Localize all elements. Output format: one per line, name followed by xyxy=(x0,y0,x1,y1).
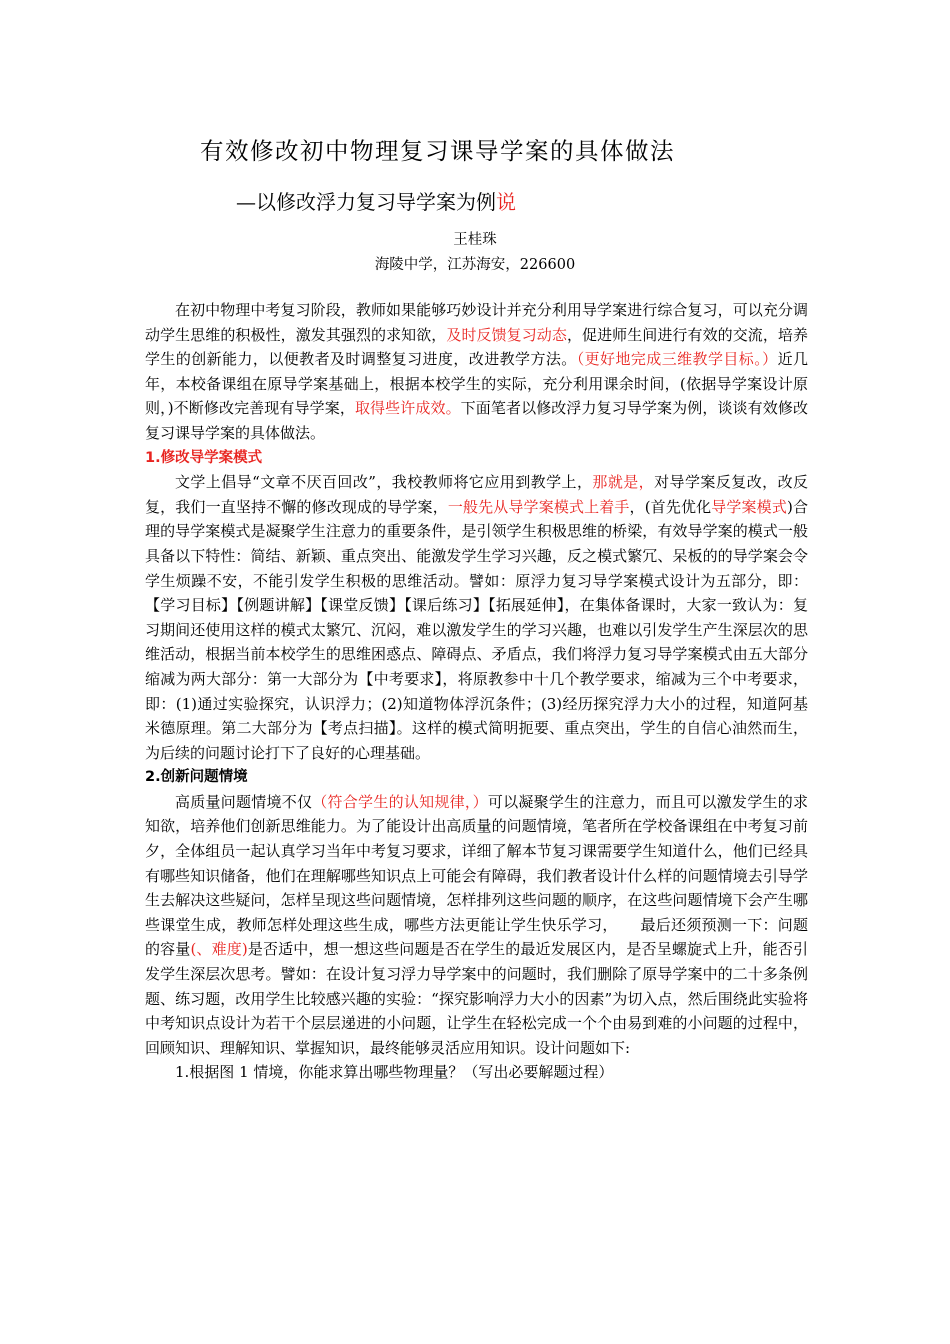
section-1-text-4: )合理的导学案模式是凝聚学生注意力的重要条件，是引领学生积极思维的桥梁，有效导学案的模式一般具备以下特性：简结、新颖、重点突出、能激发学生学习兴趣，反之模式繁冗、呆板的的导学案会令学生烦躁不安，不能引发学生积极的思维活动。譬如：原浮力复习导学案模式设计为五部分，即：【学习目标】【例题讲解】【课堂反馈】【课后练习】【拓展延伸】，在集体备课时，大家一致认为：复习期间还使用这样的模式太繁冗、沉闷，难以激发学生的学习兴趣，也难以引发学生产生深层次的思维活动，根据当前本校学生的思维困惑点、障碍点、矛盾点，我们将浮力复习导学案模式由五大部分缩减为两大部分：第一大部分为【中考要求】，将原教参中十几个教学要求，缩减为三个中考要求，即：(1)通过实验探究，认识浮力；(2)知道物体浮沉条件；(3)经历探究浮力大小的过程，知道阿基米德原理。第二大部分为【考点扫描】。这样的模式简明扼要、重点突出，学生的自信心油然而生，为后续的问题讨论打下了良好的心理基础。 xyxy=(145,497,808,762)
section-2-text-1: 高质量问题情境不仅 xyxy=(175,792,313,811)
intro-text-1: 在初中物理中考复习阶段，教师如果能够巧妙设计并充分利用导学案进行综合复习，可以充分调动学生思维的积极性，激发其强烈的求知欲， xyxy=(145,301,808,344)
section-2-paragraph xyxy=(145,790,808,1061)
document-title: 有效修改初中物理复习课导学案的具体做法 xyxy=(200,137,675,165)
intro-annotation-1: 及时反馈复习动态 xyxy=(446,325,567,344)
subtitle-text: —以修改浮力复习导学案为例 xyxy=(236,190,496,214)
section-1-paragraph xyxy=(145,470,808,765)
section-1-text-2: 对导学案反复改，改反复，我们一直坚持不懈的修改现成的导学案， xyxy=(145,473,808,516)
section-1-annotation-1: 那就是， xyxy=(592,473,655,492)
section-1-annotation-2: 一般先从导学案模式上着手 xyxy=(447,497,630,516)
subtitle-annotation: 说 xyxy=(496,190,516,214)
section-2-text-3: 是否适中，想一想这些问题是否在学生的最近发展区内，是否呈螺旋式上升，能否引发学生深层次思考。譬如：在设计复习浮力导学案中的问题时，我们删除了原导学案中的二十多条例题、练习题，改用学生比较感兴趣的实验：“探究影响浮力大小的因素”为切入点，然后围绕此实验将中考知识点设计为若干个层层递进的小问题，让学生在轻松完成一个个由易到难的小问题的过程中，回顾知识、理解知识、掌握知识，最终能够灵活应用知识。设计问题如下: xyxy=(145,940,808,1057)
section-1-heading: 1.修改导学案模式 xyxy=(145,449,263,466)
author-affiliation: 海陵中学，江苏海安，226600 xyxy=(374,257,576,273)
intro-annotation-3: 取得些许成效。 xyxy=(354,399,461,418)
section-2-heading: 2.创新问题情境 xyxy=(145,769,248,786)
section-1-annotation-3: 导学案模式 xyxy=(711,497,787,516)
section-2-annotation-1: （符合学生的认知规律，） xyxy=(312,792,488,811)
intro-paragraph xyxy=(145,298,808,446)
document-body xyxy=(145,298,808,1085)
section-2-annotation-2: (、难度) xyxy=(190,940,248,959)
document-subtitle xyxy=(236,186,516,215)
intro-annotation-2: （更好地完成三维教学目标。） xyxy=(576,350,778,369)
intro-text-4: 下面笔者以修改浮力复习导学案为例，谈谈有效修改复习课导学案的具体做法。 xyxy=(145,399,808,442)
section-1-text-1: 文学上倡导“文章不厌百回改”，我校教师将它应用到教学上， xyxy=(175,473,593,492)
question-1: 1.根据图 1 情境，你能求算出哪些物理量？（写出必要解题过程） xyxy=(175,1063,614,1082)
section-2-text-2: 可以凝聚学生的注意力，而且可以激发学生的求知欲，培养他们创新思维能力。为了能设计出高质量的问题情境，笔者所在学校备课组在中考复习前夕，全体组员一起认真学习当年中考复习要求，详细了解本节复习课需要学生知道什么，他们已经具有哪些知识储备，他们在理解哪些知识点上可能会有障碍，我们教者设计什么样的问题情境去引导学生去解决这些疑问，怎样呈现这些问题情境，怎样排列这些问题的顺序，在这些问题情境下会产生哪些课堂生成，教师怎样处理这些生成，哪些方法更能让学生快乐学习， 最后还须预测一下：问题的容量 xyxy=(145,792,808,959)
intro-text-3: 近几年，本校备课组在原导学案基础上，根据本校学生的实际，充分利用课余时间，(依据导学案设计原则，)不断修改完善现有导学案， xyxy=(145,350,808,418)
section-1-text-3: ，(首先优化 xyxy=(629,497,712,516)
intro-text-2: ，促进师生间进行有效的交流，培养学生的创新能力，以便教者及时调整复习进度，改进教学方法。 xyxy=(145,325,808,369)
author-name: 王桂珠 xyxy=(453,232,497,248)
